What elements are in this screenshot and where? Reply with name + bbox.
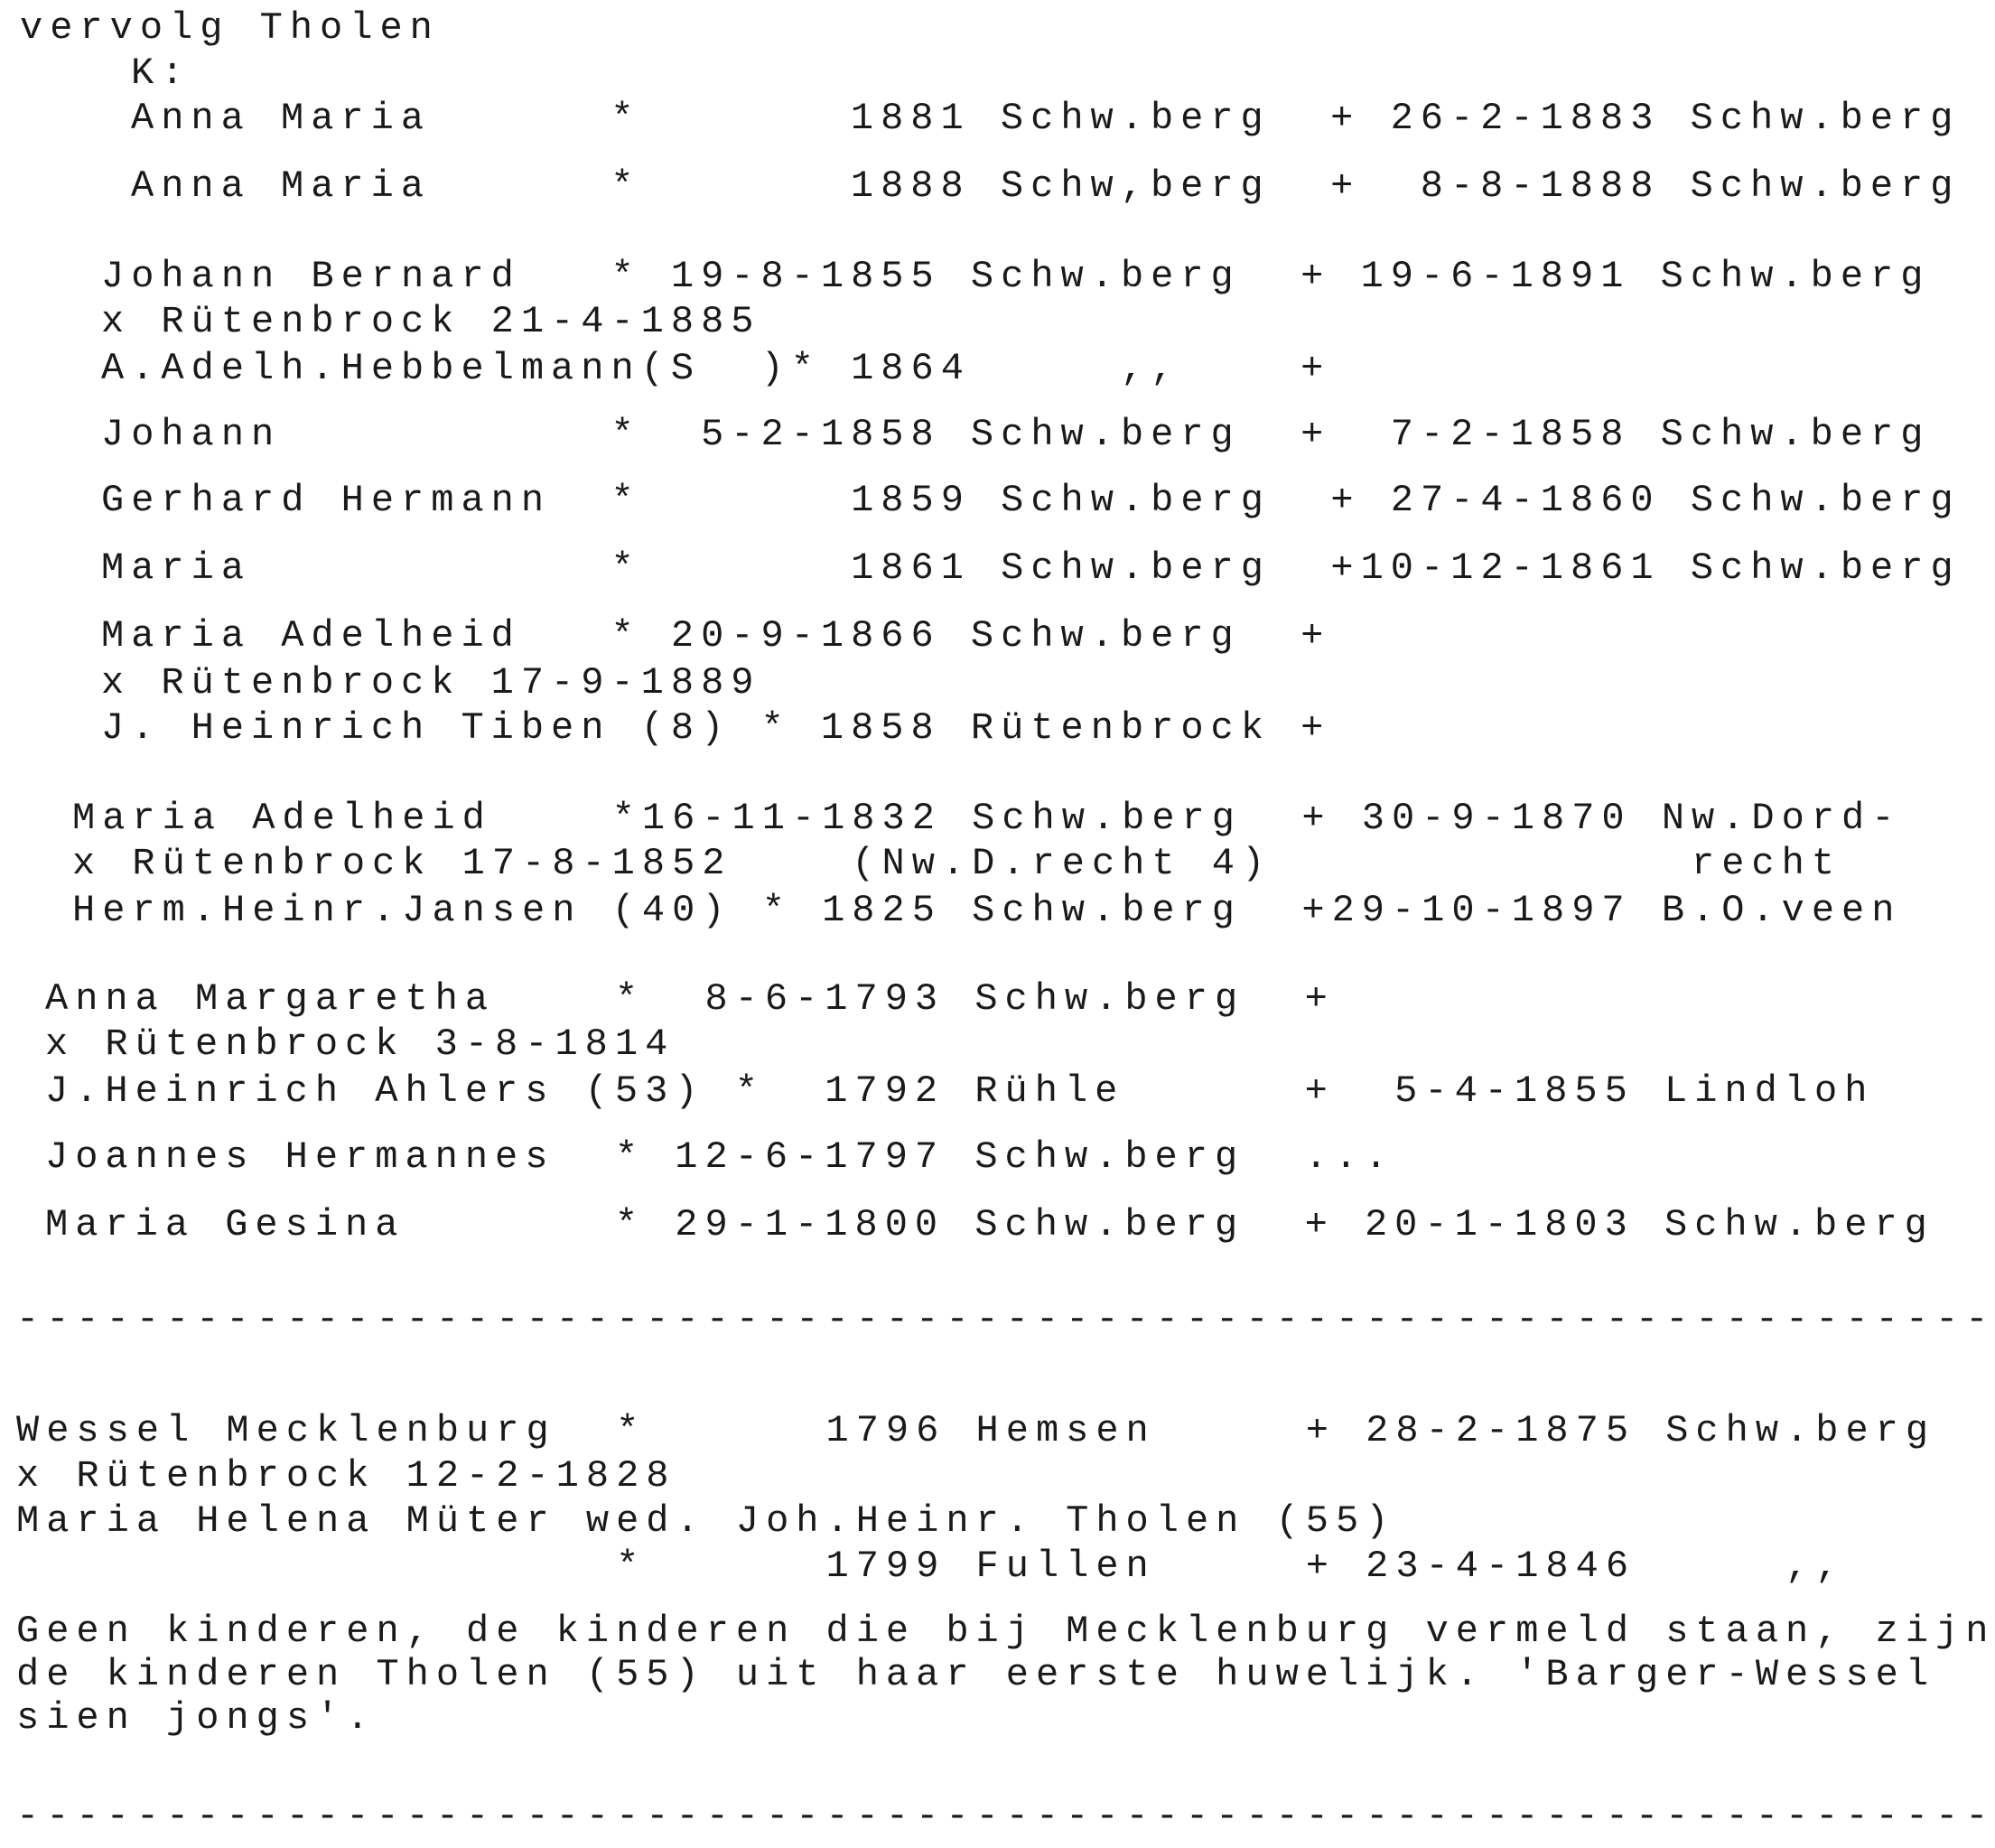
text-line: Anna Maria * 1888 Schw,berg + 8-8-1888 Schw.berg [131, 164, 1961, 208]
text-line: Maria Adelheid * 20-9-1866 Schw.berg + [101, 614, 1331, 658]
text-line: J.Heinrich Ahlers (53) * 1792 Rühle + 5-4-1855 Lindloh [45, 1069, 1875, 1113]
text-line: * 1799 Fullen + 23-4-1846 ,, [16, 1545, 1846, 1588]
text-line: Anna Maria * 1881 Schw.berg + 26-2-1883 Schw.berg [131, 97, 1961, 140]
text-line: Maria Adelheid *16-11-1832 Schw.berg + 30-9-1870 Nw.Dord- [72, 797, 1902, 840]
text-line: Geen kinderen, de kinderen die bij Mecklenburg vermeld staan, zijn [16, 1610, 1995, 1653]
text-line: A.Adelh.Hebbelmann(S )* 1864 ,, + [101, 347, 1331, 390]
text-line: sien jongs'. [16, 1696, 377, 1740]
text-line: J. Heinrich Tiben (8) * 1858 Rütenbrock + [101, 706, 1331, 750]
text-line: Maria Gesina * 29-1-1800 Schw.berg + 20-1-1803 Schw.berg [45, 1203, 1934, 1246]
text-line: Anna Margaretha * 8-6-1793 Schw.berg + [45, 977, 1335, 1021]
text-line: Maria * 1861 Schw.berg +10-12-1861 Schw.berg [101, 546, 1961, 590]
text-line: Johann Bernard * 19-8-1855 Schw.berg + 19-6-1891 Schw.berg [101, 255, 1931, 298]
text-line: vervolg Tholen [20, 6, 440, 50]
text-line: Johann * 5-2-1858 Schw.berg + 7-2-1858 Schw.berg [101, 413, 1931, 456]
text-line: Wessel Mecklenburg * 1796 Hemsen + 28-2-1875 Schw.berg [16, 1409, 1936, 1452]
text-line: Joannes Hermannes * 12-6-1797 Schw.berg ... [45, 1135, 1395, 1179]
text-line: x Rütenbrock 17-8-1852 (Nw.D.recht 4) recht [72, 842, 1842, 885]
text-line: x Rütenbrock 21-4-1885 [101, 300, 761, 343]
text-line: de kinderen Tholen (55) uit haar eerste huwelijk. 'Barger-Wessel [16, 1653, 1936, 1696]
text-line: Gerhard Hermann * 1859 Schw.berg + 27-4-1860 Schw.berg [101, 479, 1961, 522]
text-line: x Rütenbrock 12-2-1828 [16, 1454, 676, 1498]
text-line: K: [131, 51, 191, 95]
dashed-separator: ------------------------------------------------------------------ [16, 1298, 1995, 1341]
text-line: Maria Helena Müter wed. Joh.Heinr. Tholen (55) [16, 1499, 1396, 1543]
text-line: Herm.Heinr.Jansen (40) * 1825 Schw.berg +29-10-1897 B.O.veen [72, 889, 1902, 932]
dashed-separator: ------------------------------------------------------------------ [16, 1795, 1995, 1838]
text-line: x Rütenbrock 3-8-1814 [45, 1022, 676, 1066]
text-line: x Rütenbrock 17-9-1889 [101, 661, 761, 705]
